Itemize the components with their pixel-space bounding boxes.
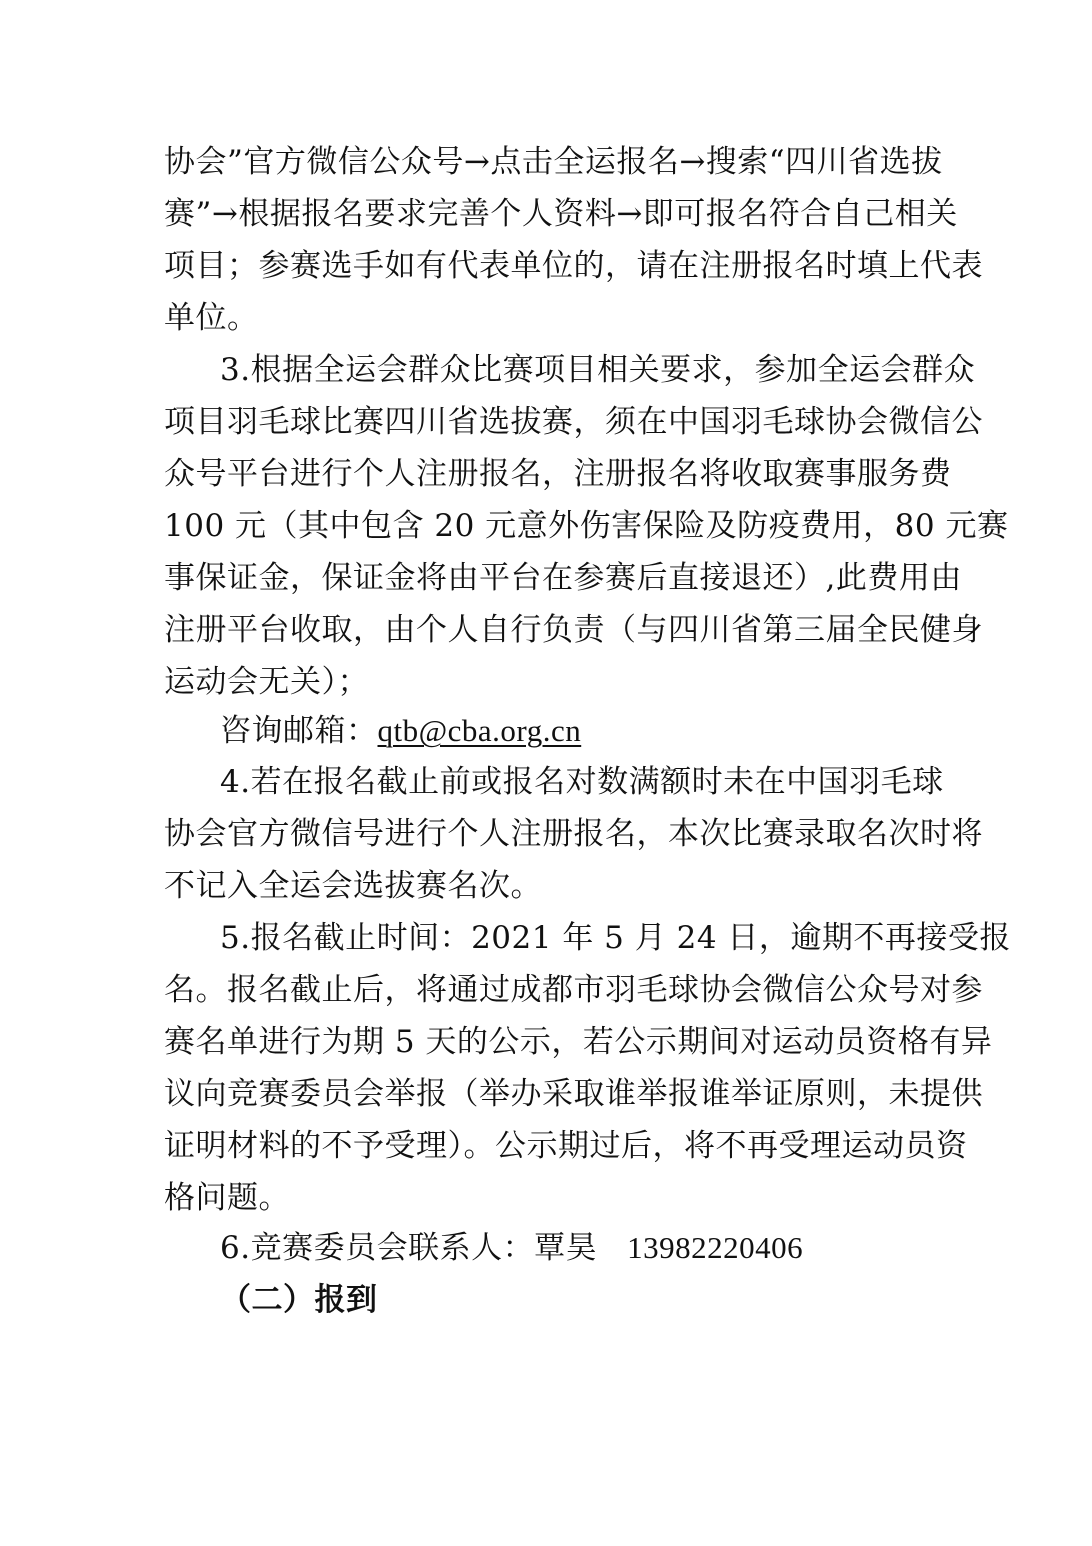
email-line <box>220 705 928 757</box>
paragraph-line: 赛”→根据报名要求完善个人资料→即可报名符合自己相关 <box>164 196 958 232</box>
paragraph-line: 100 元（其中包含 20 元意外伤害保险及防疫费用，80 元赛 <box>164 508 1009 544</box>
section-heading: （二）报到 <box>220 1282 378 1318</box>
paragraph-line: 协会官方微信号进行个人注册报名，本次比赛录取名次时将 <box>164 816 983 852</box>
paragraph-line: 单位。 <box>164 300 259 336</box>
paragraph-line: 4.若在报名截止前或报名对数满额时未在中国羽毛球 <box>220 764 944 800</box>
paragraph-line: 5.报名截止时间：2021 年 5 月 24 日，逾期不再接受报 <box>220 920 1011 956</box>
paragraph-line: 证明材料的不予受理）。公示期过后，将不再受理运动员资 <box>164 1128 968 1164</box>
paragraph-line: 项目羽毛球比赛四川省选拔赛，须在中国羽毛球协会微信公 <box>164 404 983 440</box>
paragraph-line: 格问题。 <box>164 1180 290 1216</box>
paragraph-line: 事保证金，保证金将由平台在参赛后直接退还）,此费用由 <box>164 560 962 596</box>
paragraph-line: 众号平台进行个人注册报名，注册报名将收取赛事服务费 <box>164 456 952 492</box>
contact-line <box>220 1222 928 1274</box>
paragraph-line: 运动会无关）； <box>164 664 369 700</box>
paragraph-line: 赛名单进行为期 5 天的公示，若公示期间对运动员资格有异 <box>164 1024 993 1060</box>
email-label: 咨询邮箱： <box>220 713 378 749</box>
email-link[interactable]: qtb@cba.org.cn <box>377 713 582 748</box>
paragraph-line: 项目；参赛选手如有代表单位的，请在注册报名时填上代表 <box>164 248 983 284</box>
paragraph-line: 注册平台收取，由个人自行负责（与四川省第三届全民健身 <box>164 612 983 648</box>
paragraph-line: 名。报名截止后，将通过成都市羽毛球协会微信公众号对参 <box>164 972 983 1008</box>
paragraph-line: 3.根据全运会群众比赛项目相关要求，参加全运会群众 <box>220 352 976 388</box>
paragraph-line: 议向竞赛委员会举报（举办采取谁举报谁举证原则，未提供 <box>164 1076 983 1112</box>
contact-label: 6.竞赛委员会联系人：覃昊 <box>220 1230 598 1266</box>
contact-phone: 13982220406 <box>627 1230 804 1265</box>
paragraph-line: 协会”官方微信公众号→点击全运报名→搜索“四川省选拔 <box>164 144 943 180</box>
paragraph-line: 不记入全运会选拔赛名次。 <box>164 868 542 904</box>
